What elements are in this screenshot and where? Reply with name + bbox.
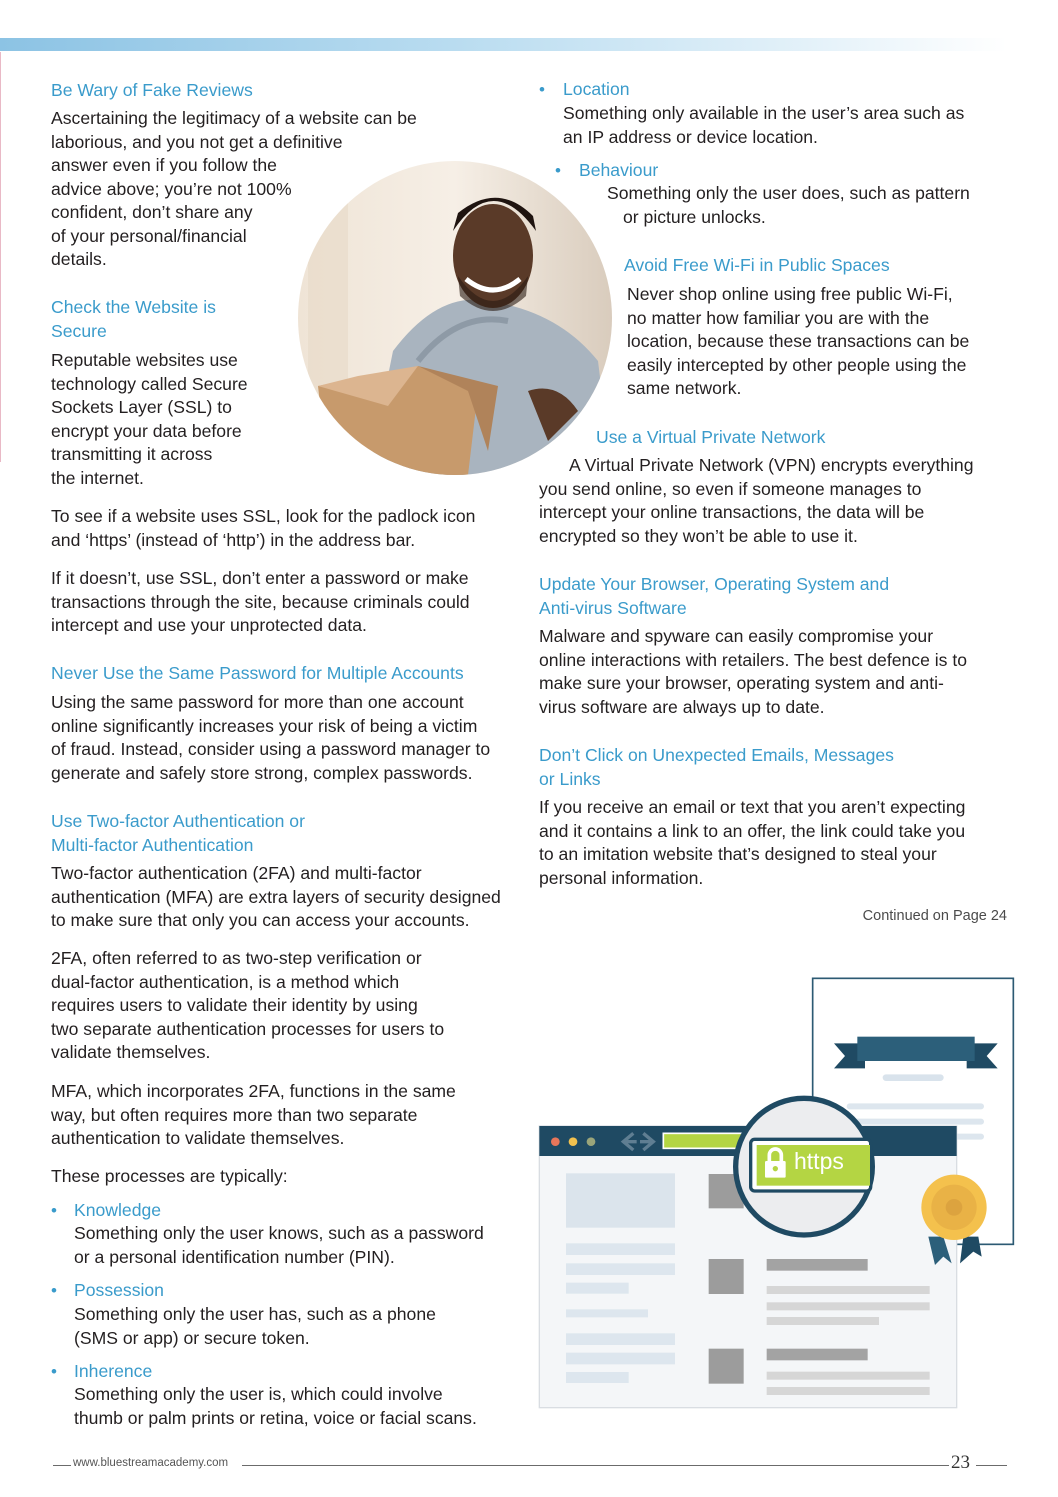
paragraph-mfa: MFA, which incorporates 2FA, functions in the same way, but often requires more than two separate authentication to validate themselves. (51, 1081, 456, 1148)
footer-rule (53, 1465, 71, 1466)
heading-check-secure: Check the Website is Secure (51, 297, 216, 341)
paragraph-2fa: 2FA, often referred to as two-step verification or dual-factor authentication, is a method which requires users to validate their identity by using two separate authentication processes for users to validate themselves. (51, 948, 445, 1062)
factor-behaviour-label: Behaviour (579, 160, 659, 180)
header-gradient-bar (0, 38, 1007, 51)
heading-password: Never Use the Same Password for Multiple Accounts (51, 663, 464, 683)
factor-location-label: Location (563, 79, 630, 99)
heading-fake-reviews: Be Wary of Fake Reviews (51, 80, 253, 100)
bullet-icon: • (51, 1281, 57, 1300)
factor-inherence-desc: Something only the user is, which could involve thumb or palm prints or retina, voice or facial scans. (74, 1384, 477, 1428)
paragraph-wifi: Never shop online using free public Wi-Fi, no matter how familiar you are with the location, because these transactions can be easily intercepted by other people using the same network. (627, 284, 970, 398)
footer-rule (976, 1465, 1007, 1466)
heading-vpn: Use a Virtual Private Network (596, 427, 826, 447)
factor-location-desc: Something only available in the user’s area such as an IP address or device location. (563, 103, 965, 147)
paragraph-vpn: A Virtual Private Network (VPN) encrypts everything you send online, so even if someone manages to intercept your online transactions, the data will be encrypted so they won’t be able to use it. (539, 455, 974, 546)
factor-knowledge-label: Knowledge (74, 1200, 162, 1220)
factor-inherence-label: Inherence (74, 1361, 153, 1381)
factor-behaviour-desc-1: Something only the user does, such as pattern (607, 183, 970, 203)
heading-2fa: Use Two-factor Authentication or Multi-factor Authentication (51, 811, 305, 855)
paragraph-ssl: Reputable websites use technology called Secure Sockets Layer (SSL) to encrypt your data before transmitting it across the internet. (51, 350, 248, 488)
heading-update: Update Your Browser, Operating System and Anti-virus Software (539, 574, 890, 618)
paragraph-emails: If you receive an email or text that you aren’t expecting and it contains a link to an offer, the link could take you to an imitation website that’s designed to steal your personal information. (539, 797, 966, 888)
factor-behaviour-desc-2: or picture unlocks. (623, 207, 766, 227)
footer-rule (242, 1465, 949, 1466)
paragraph-update: Malware and spyware can easily compromise your online interactions with retailers. The best defence is to make sure your browser, operating system and anti- virus software are always up to date. (539, 626, 968, 717)
paragraph-2fa-intro: Two-factor authentication (2FA) and multi-factor authentication (MFA) are extra layers of security designed to make sure that only you can access your accounts. (51, 863, 501, 930)
bullet-icon: • (51, 1362, 57, 1381)
https-label: https (794, 1148, 844, 1174)
paragraph-fake-reviews: Ascertaining the legitimacy of a website can be laborious, and you not get a definitive answer even if you follow the advice above; you’re not 100% confident, don’t share any of your personal/financial details. (51, 108, 417, 269)
https-certificate-illustration (530, 970, 1030, 1420)
page-number: 23 (951, 1452, 970, 1473)
continued-note: Continued on Page 24 (862, 908, 1007, 924)
heading-wifi: Avoid Free Wi-Fi in Public Spaces (624, 255, 890, 275)
bullet-icon: • (539, 80, 545, 99)
paragraph-processes: These processes are typically: (51, 1166, 288, 1186)
paragraph-no-ssl: If it doesn’t, use SSL, don’t enter a password or make transactions through the site, because criminals could intercept and use your unprotected data. (51, 568, 470, 635)
paragraph-password: Using the same password for more than one account online significantly increases your risk of being a victim of fraud. Instead, consider using a password manager to generate and safely store strong, complex passwords. (51, 692, 491, 783)
footer-url: www.bluestreamacademy.com (73, 1457, 229, 1469)
bullet-icon: • (555, 161, 561, 180)
margin-line (0, 52, 1, 462)
factor-possession-desc: Something only the user has, such as a phone (SMS or app) or secure token. (74, 1304, 436, 1348)
heading-emails: Don’t Click on Unexpected Emails, Messages or Links (539, 745, 894, 789)
factor-possession-label: Possession (74, 1280, 164, 1300)
factor-knowledge-desc: Something only the user knows, such as a password or a personal identification number (PIN). (74, 1223, 484, 1267)
bullet-icon: • (51, 1201, 57, 1220)
photo-man-opening-box (298, 161, 612, 475)
paragraph-padlock: To see if a website uses SSL, look for the padlock icon and ‘https’ (instead of ‘http’) in the address bar. (51, 506, 476, 550)
